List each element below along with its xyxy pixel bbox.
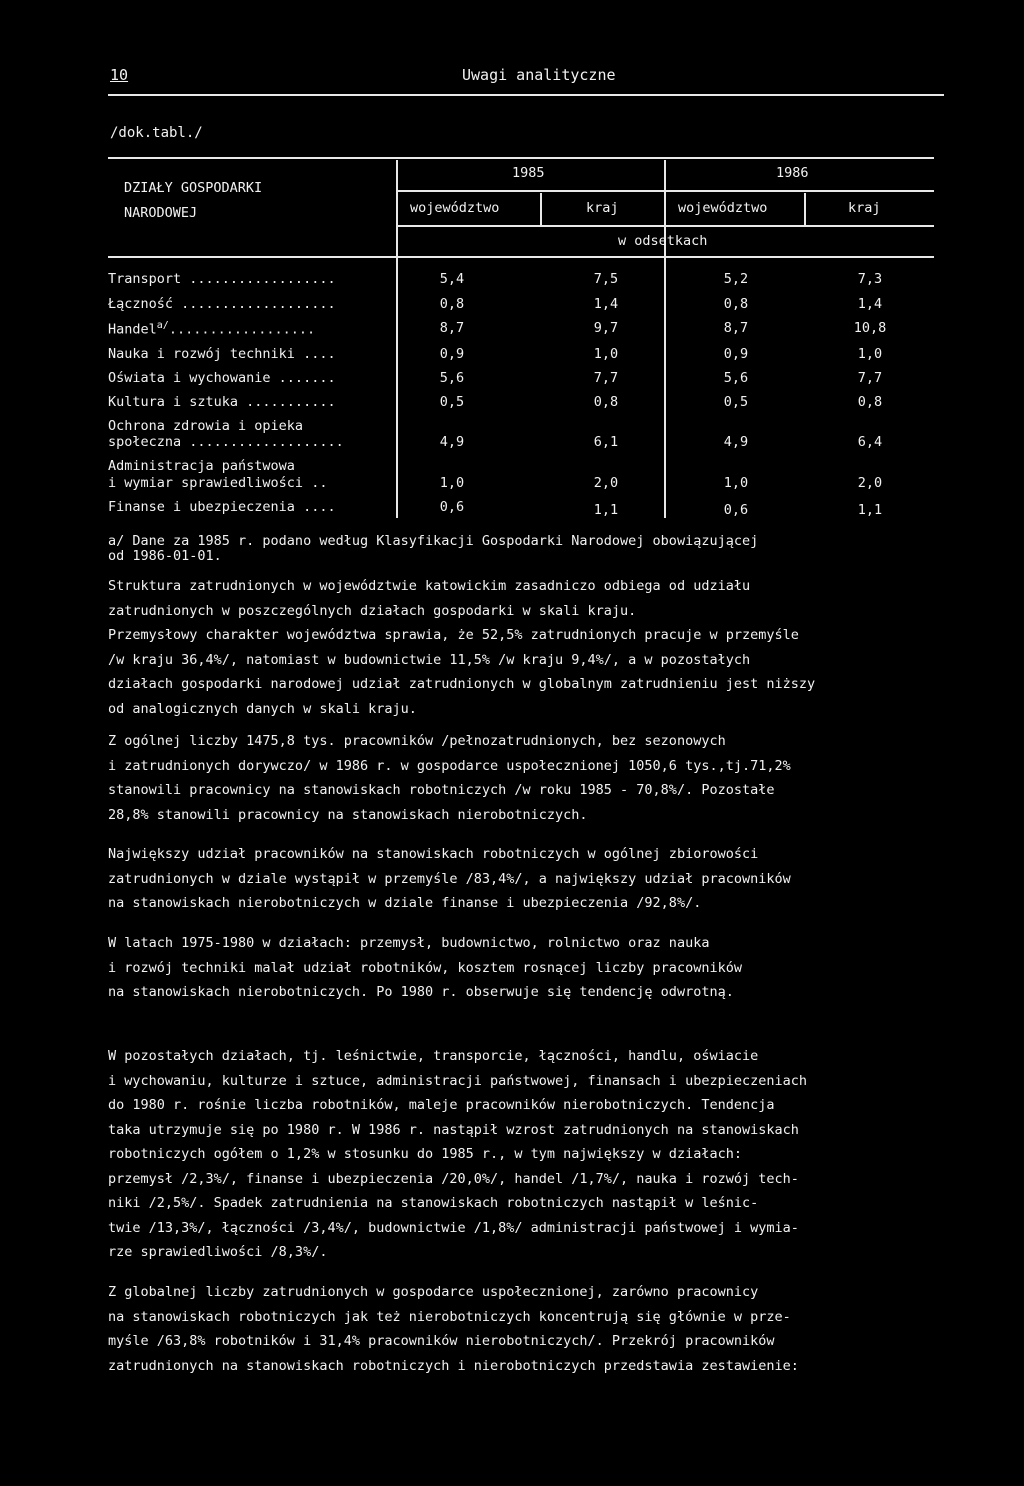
cell-value: 8,7 (723, 320, 749, 336)
cell-value: 1,0 (857, 346, 883, 362)
cell-value: 0,8 (857, 394, 883, 410)
col-divider-1 (540, 193, 542, 225)
cell-value: 0,5 (439, 394, 465, 410)
row-label: Oświata i wychowanie ....... (108, 370, 336, 386)
footnote-marker: a/ (156, 320, 169, 331)
cell-value: 2,0 (857, 475, 883, 491)
cell-value: 0,6 (723, 502, 749, 518)
row-label: Kultura i sztuka ........... (108, 394, 336, 410)
cell-value: 1,0 (593, 346, 619, 362)
cell-value: 0,8 (593, 394, 619, 410)
cell-value: 0,5 (723, 394, 749, 410)
cell-value: 6,1 (593, 434, 619, 450)
row-label-text: Handel (108, 321, 157, 338)
paragraph-1: Struktura zatrudnionych w województwie katowickim zasadniczo odbiega od udziału zatrudnionych w poszczególnych działach gospodarki w skali kraju. Przemysłowy charakter województwa sprawia, że 52,5% zatrudnionych pracuje w przemyśle /w kraju 36,4%/, natomiast w budownictwie 11,5% /w kraju 9,4%/, a w pozostałych działach gospodarki narodowej udział zatrudnionych w globalnym zatrudnieniu jest niższy od analogicznych danych w skali kraju. (108, 578, 816, 717)
row-label-line-2: społeczna ................... (108, 434, 344, 450)
stub-header-line-1: DZIAŁY GOSPODARKI (124, 180, 263, 196)
subheader-country-1985: kraj (586, 200, 619, 216)
continuation-label: /dok.tabl./ (110, 125, 203, 141)
running-title: Uwagi analityczne (462, 66, 616, 84)
row-label: Finanse i ubezpieczenia .... (108, 499, 336, 515)
cell-value: 0,8 (723, 296, 749, 312)
row-label-line-2: i wymiar sprawiedliwości .. (108, 475, 328, 491)
page-number: 10 (110, 66, 129, 84)
cell-value: 1,0 (439, 475, 465, 491)
row-label: Nauka i rozwój techniki .... (108, 346, 336, 362)
cell-value: 5,4 (439, 271, 465, 287)
cell-value: 0,8 (439, 296, 465, 312)
row-label-dots: .................. (168, 321, 316, 338)
cell-value: 7,5 (593, 271, 619, 287)
table-footnote-line-2: od 1986-01-01. (108, 548, 222, 564)
year-1985: 1985 (512, 165, 545, 181)
row-label (108, 320, 315, 338)
stub-divider (396, 160, 398, 518)
cell-value: 1,4 (857, 296, 883, 312)
cell-value: 0,9 (439, 346, 465, 362)
paragraph-2: Z ogólnej liczby 1475,8 tys. pracowników /pełnozatrudnionych, bez sezonowych i zatrudnionych dorywczo/ w 1986 r. w gospodarce uspołecznionej 1050,6 tys.,tj.71,2% stanowili pracownicy na stanowiskach robotniczych /w roku 1985 - 70,8%/. Pozostałe 28,8% stanowili pracownicy na stanowiskach nierobotniczych. (108, 733, 791, 823)
header-rule (108, 94, 944, 96)
cell-value: 10,8 (853, 320, 887, 336)
cell-value: 1,4 (593, 296, 619, 312)
paragraph-4: W latach 1975-1980 w działach: przemysł, budownictwo, rolnictwo oraz nauka i rozwój techniki malał udział robotników, kosztem rosnącej liczby pracowników na stanowiskach nierobotniczych. Po 1980 r. obserwuje się tendencję odwrotną. (108, 935, 742, 1000)
table-footnote-line-1: a/ Dane za 1985 r. podano według Klasyfikacji Gospodarki Narodowej obowiązującej (108, 533, 759, 549)
subheader-voivodeship-1985: województwo (410, 200, 500, 216)
col-divider-3 (804, 193, 806, 225)
cell-value: 1,1 (857, 502, 883, 518)
cell-value: 5,6 (439, 370, 465, 386)
paragraph-5: W pozostałych działach, tj. leśnictwie, transporcie, łączności, handlu, oświacie i wychowaniu, kulturze i sztuce, administracji państwowej, finansach i ubezpieczeniach do 1980 r. rośnie liczba robotników, maleje pracowników nierobotniczych. Tendencja taka utrzymuje się po 1980 r. W 1986 r. nastąpił wzrost zatrudnionych na stanowiskach robotniczych ogółem o 1,2% w stosunku do 1985 r., w tym największy w działach: przemysł /2,3%/, finanse i ubezpieczenia /20,0%/, handel /1,7%/, nauka i rozwój tech- niki /2,5%/. Spadek zatrudnienia na stanowiskach robotniczych nastąpił w leśnic- twie /13,3%/, łączności /3,4%/, budownictwie /1,8%/ administracji państwowej i wymia- rze sprawiedliwości /8,3%/. (108, 1048, 807, 1260)
paragraph-3: Największy udział pracowników na stanowiskach robotniczych w ogólnej zbiorowości zatrudnionych w dziale wystąpił w przemyśle /83,4%/, a największy udział pracowników na stanowiskach nierobotniczych w dziale finanse i ubezpieczenia /92,8%/. (108, 846, 791, 911)
cell-value: 0,9 (723, 346, 749, 362)
table-header-bottom-rule (108, 256, 934, 258)
cell-value: 7,7 (857, 370, 883, 386)
cell-value: 5,2 (723, 271, 749, 287)
row-label: Transport .................. (108, 271, 336, 287)
cell-value: 1,1 (593, 502, 619, 518)
cell-value: 5,6 (723, 370, 749, 386)
row-label: Łączność ................... (108, 296, 336, 312)
cell-value: 4,9 (723, 434, 749, 450)
cell-value: 9,7 (593, 320, 619, 336)
subheader-rule (398, 225, 934, 227)
stub-header-line-2: NARODOWEJ (124, 205, 198, 221)
row-label-line-1: Ochrona zdrowia i opieka (108, 418, 304, 434)
year-rule (398, 190, 934, 192)
cell-value: 7,7 (593, 370, 619, 386)
cell-value: 1,0 (723, 475, 749, 491)
cell-value: 8,7 (439, 320, 465, 336)
cell-value: 2,0 (593, 475, 619, 491)
cell-value: 7,3 (857, 271, 883, 287)
year-divider (664, 160, 666, 518)
year-1986: 1986 (776, 165, 809, 181)
table-top-rule (108, 157, 934, 159)
unit-label: w odsetkach (618, 233, 708, 249)
subheader-country-1986: kraj (848, 200, 881, 216)
cell-value: 4,9 (439, 434, 465, 450)
paragraph-6: Z globalnej liczby zatrudnionych w gospodarce uspołecznionej, zarówno pracownicy na stanowiskach robotniczych jak też nierobotniczych koncentrują się głównie w prze- myśle /63,8% robotników i 31,4% pracowników nierobotniczych/. Przekrój pracowników zatrudnionych na stanowiskach robotniczych i nierobotniczych przedstawia zestawienie: (108, 1284, 799, 1374)
row-label-line-1: Administracja państwowa (108, 458, 295, 474)
subheader-voivodeship-1986: województwo (678, 200, 768, 216)
cell-value: 6,4 (857, 434, 883, 450)
cell-value: 0,6 (439, 499, 465, 515)
